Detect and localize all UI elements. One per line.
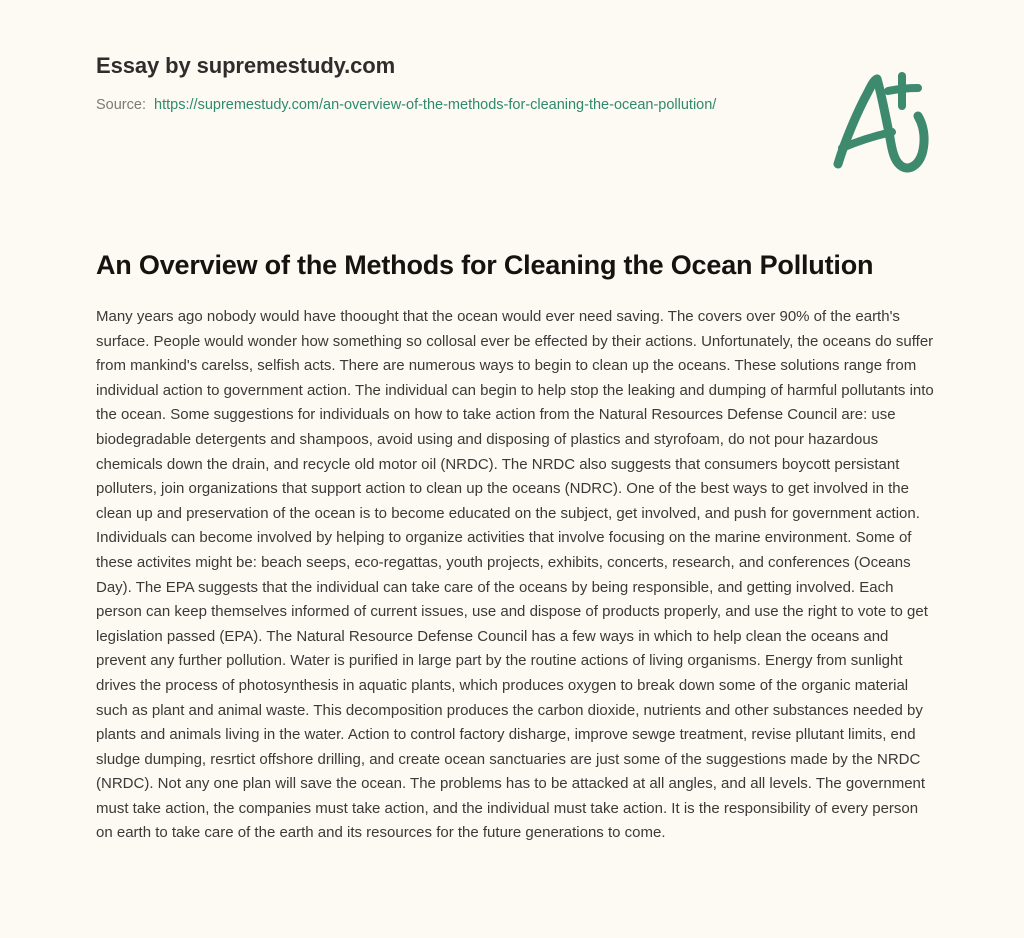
article-container bbox=[96, 248, 934, 846]
source-line bbox=[96, 94, 721, 117]
source-url-link[interactable]: https://supremestudy.com/an-overview-of-the-methods-for-cleaning-the-ocean-pollution/ bbox=[154, 97, 717, 113]
essay-body-paragraph: Many years ago nobody would have thoought that the ocean would ever need saving. The covers over 90% of the earth's surface. People would wonder how something so collosal ever be effected by their actions. Unfortunately, the oceans do suffer from mankind's carelss, selfish acts. There are numerous ways to begin to clean up the oceans. These solutions range from individual action to government action. The individual can begin to help stop the leaking and dumping of harmful pollutants into the ocean. Some suggestions for individuals on how to take action from the Natural Resources Defense Council are: use biodegradable detergents and shampoos, avoid using and disposing of plastics and styrofoam, do not pour hazardous chemicals down the drain, and recycle old motor oil (NRDC). The NRDC also suggests that consumers boycott persistant polluters, join organizations that support action to clean up the oceans (NDRC). One of the best ways to get involved in the clean up and preservation of the ocean is to become educated on the subject, get involved, and push for government action. Individuals can become involved by helping to organize activities that involve focusing on the marine environment. Some of these activites might be: beach seeps, eco-regattas, youth projects, exhibits, concerts, research, and conferences (Oceans Day). The EPA suggests that the individual can take care of the oceans by being responsible, and getting involved. Each person can keep themselves informed of current issues, use and dispose of products properly, and use the right to vote to get legislation passed (EPA). The Natural Resource Defense Council has a few ways in which to help clean the oceans and prevent any further pollution. Water is purified in large part by the routine actions of living organisms. Energy from sunlight drives the process of photosynthesis in aquatic plants, which produces oxygen to break down some of the organic material such as plant and animal waste. This decomposition produces the carbon dioxide, nutrients and other substances needed by plants and animals living in the water. Action to control factory disharge, improve sewge treatment, revise pllutant limits, end sludge dumping, resrtict offshore drilling, and create ocean sanctuaries are just some of the suggestions made by the NRDC (NRDC). Not any one plan will save the ocean. The problems has to be attacked at all angles, and all levels. The government must take action, the companies must take action, and the individual must take action. It is the responsibility of every person on earth to take care of the earth and its resources for the future generations to come. bbox=[96, 308, 934, 842]
page-title: Essay by supremestudy.com bbox=[96, 53, 396, 78]
essay-title: An Overview of the Methods for Cleaning the Ocean Pollution bbox=[96, 250, 874, 280]
source-label: Source: bbox=[96, 97, 146, 113]
a-plus-logo-icon bbox=[826, 66, 936, 178]
document-header bbox=[96, 52, 936, 117]
